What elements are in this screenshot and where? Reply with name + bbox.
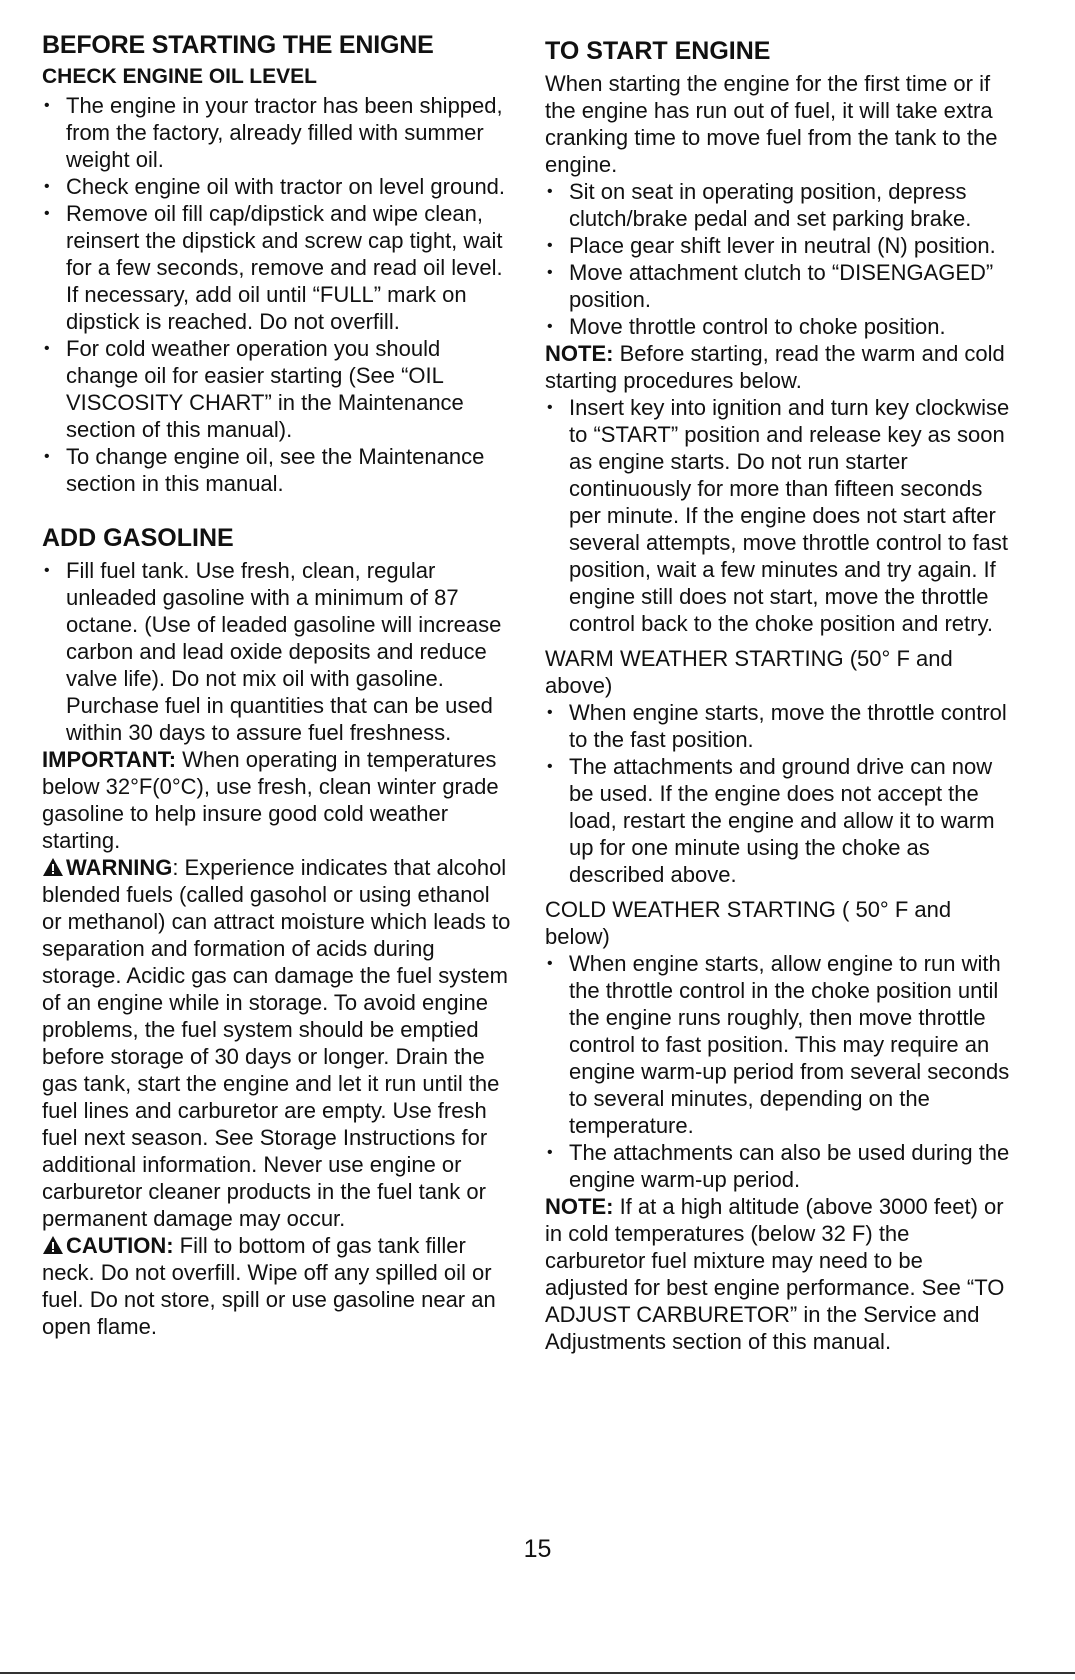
list-item: • Check engine oil with tractor on level ground. [42,173,512,200]
cold-weather-list [545,950,1010,1193]
important-text: When operating in temperatures below 32°F(0°C), use fresh, clean winter grade gasoline to help insure good cold weather starting. [42,747,499,853]
list-item: • When engine starts, move the throttle control to the fast position. [545,699,1010,753]
list-item: • Sit on seat in operating position, depress clutch/brake pedal and set parking brake. [545,178,1010,232]
page-number: 15 [523,1535,552,1563]
warning-label: WARNING [66,855,173,880]
important-label: IMPORTANT: [42,747,177,772]
caution-label: CAUTION: [66,1233,174,1258]
page-bottom-rule [0,1672,1075,1674]
start-intro-paragraph: When starting the engine for the first time or if the engine has run out of fuel, it will take extra cranking time to move fuel from the tank to the engine. [545,71,998,177]
gasoline-bullet-list [42,557,512,746]
list-item: • The engine in your tractor has been shipped, from the factory, already filled with summer weight oil. [42,92,512,173]
list-item: • To change engine oil, see the Maintenance section in this manual. [42,443,512,497]
start-steps-list [545,178,1010,340]
list-item: • The attachments can also be used during the engine warm-up period. [545,1139,1010,1193]
list-item: • Move throttle control to choke position. [545,313,1010,340]
list-item: • Move attachment clutch to “DISENGAGED” position. [545,259,1010,313]
ignition-steps-list [545,394,1010,637]
before-starting-heading: BEFORE STARTING THE ENIGNE [42,31,434,59]
list-item: • Place gear shift lever in neutral (N) position. [545,232,1010,259]
list-item: • Insert key into ignition and turn key clockwise to “START” position and release key as soon as engine starts. Do not run starter continuously for more than fifteen seconds per minute. If the engine does not start after several attempts, move throttle control to fast position, wait a few minutes and try again. If engine still does not start, move the throttle control back to the choke position and retry. [545,394,1010,637]
warm-weather-list [545,699,1010,888]
add-gasoline-heading: ADD GASOLINE [42,524,234,552]
note-text: Before starting, read the warm and cold starting procedures below. [545,341,1005,393]
list-item: • The attachments and ground drive can now be used. If the engine does not accept the load, restart the engine and allow it to warm up for one minute using the choke as described above. [545,753,1010,888]
important-paragraph [42,746,512,854]
caution-paragraph [42,1232,512,1340]
note-text: If at a high altitude (above 3000 feet) or in cold temperatures (below 32 F) the carburetor fuel mixture may need to be adjusted for best engine performance. See “TO ADJUST CARBURETOR” in the Service and Adjustments section of this manual. [545,1194,1005,1354]
oil-bullet-list [42,92,512,497]
warning-paragraph [42,854,512,1232]
left-column [42,30,512,1340]
note-label: NOTE: [545,1194,614,1219]
list-item: • When engine starts, allow engine to run with the throttle control in the choke position until the engine runs roughly, then move throttle control to fast position. This may require an engine warm-up period from several seconds to several minutes, depending on the temperature. [545,950,1010,1139]
list-item: • Fill fuel tank. Use fresh, clean, regular unleaded gasoline with a minimum of 87 octane. (Use of leaded gasoline will increase carbon and lead oxide deposits and reduce valve life). Do not mix oil with gasoline. Purchase fuel in quantities that can be used within 30 days to assure fuel freshness. [42,557,512,746]
caution-text: Fill to bottom of gas tank filler neck. Do not overfill. Wipe off any spilled oil or fuel. Do not store, spill or use gasoline near an open flame. [42,1233,496,1339]
check-oil-heading: CHECK ENGINE OIL LEVEL [42,65,317,88]
caution-triangle-icon [42,1235,64,1255]
note-label: NOTE: [545,341,614,366]
list-item: • Remove oil fill cap/dipstick and wipe clean, reinsert the dipstick and screw cap tight, wait for a few seconds, remove and read oil level. If necessary, add oil until “FULL” mark on dipstick is reached. Do not overfill. [42,200,512,335]
altitude-note-paragraph [545,1193,1010,1355]
right-column [545,30,1010,1355]
warning-text: : Experience indicates that alcohol blended fuels (called gasohol or using ethanol or methanol) can attract moisture which leads to separation and formation of acids during storage. Acidic gas can damage the fuel system of an engine while in storage. To avoid engine problems, the fuel system should be emptied before storage of 30 days or longer. Drain the gas tank, start the engine and let it run until the fuel lines and carburetor are empty. Use fresh fuel next season. See Storage Instructions for additional information. Never use engine or carburetor cleaner products in the fuel tank or permanent damage may occur. [42,855,511,1231]
cold-weather-heading: COLD WEATHER STARTING ( 50° F and below) [545,897,952,949]
warm-weather-heading: WARM WEATHER STARTING (50° F and above) [545,646,953,698]
list-item: • For cold weather operation you should change oil for easier starting (See “OIL VISCOSITY CHART” in the Maintenance section of this manual). [42,335,512,443]
note-paragraph [545,340,1010,394]
warning-triangle-icon [42,857,64,877]
to-start-engine-heading: TO START ENGINE [545,37,771,65]
